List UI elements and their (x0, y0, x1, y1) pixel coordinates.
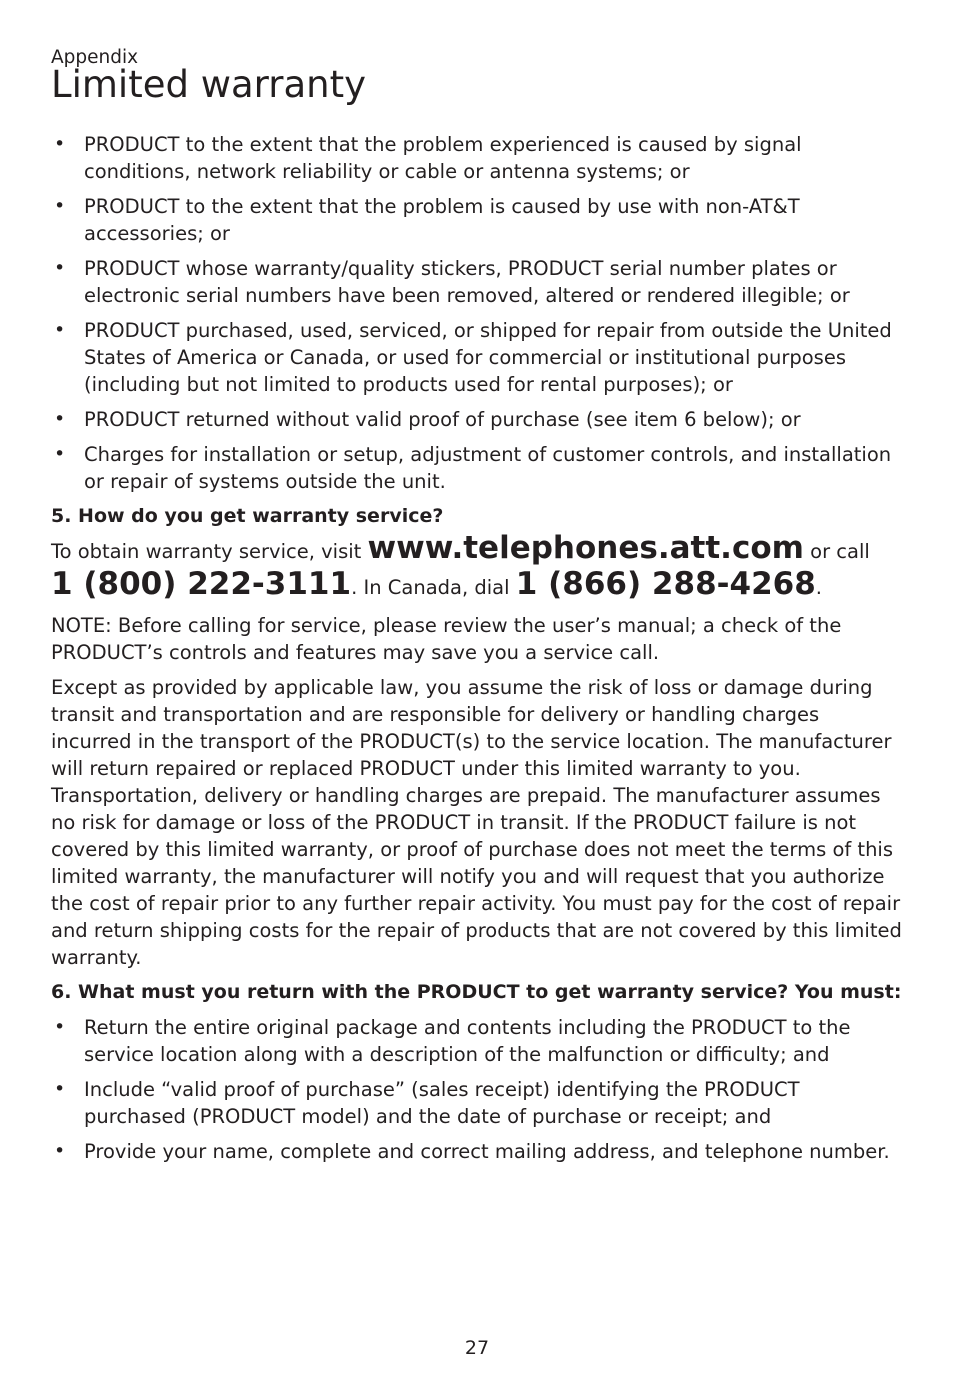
list-item-text: Provide your name, complete and correct mailing address, and telephone number. (84, 1140, 890, 1163)
list-item-text: PRODUCT to the extent that the problem is caused by use with non-AT&T accessories; or (84, 195, 800, 245)
bullet-icon: • (54, 319, 66, 341)
list-item-text: PRODUCT returned without valid proof of purchase (see item 6 below); or (84, 408, 801, 431)
period-text: . (815, 576, 822, 599)
list-item (51, 255, 903, 309)
or-call-text: or call (810, 540, 870, 563)
page-title: Limited warranty (51, 63, 366, 106)
list-item-text: Return the entire original package and contents including the PRODUCT to the service location along with a description of the malfunction or difficulty; and (84, 1016, 851, 1066)
contact-intro-text: To obtain warranty service, visit (51, 540, 362, 563)
list-item-text: PRODUCT whose warranty/quality stickers, PRODUCT serial number plates or electronic serial numbers have been removed, altered or rendered illegible; or (84, 257, 850, 307)
list-item (51, 317, 903, 398)
list-item (51, 1076, 903, 1130)
list-item (51, 441, 903, 495)
list-item (51, 193, 903, 247)
section-label: Appendix (51, 47, 139, 68)
canada-text: . In Canada, dial (351, 576, 510, 599)
bullet-icon: • (54, 257, 66, 279)
list-item (51, 1014, 903, 1068)
bullet-icon: • (54, 1016, 66, 1038)
bullet-icon: • (54, 133, 66, 155)
list-item (51, 406, 903, 433)
contact-info (51, 532, 903, 604)
bullet-icon: • (54, 408, 66, 430)
bullet-icon: • (54, 1140, 66, 1162)
document-body (51, 131, 903, 1165)
bullet-icon: • (54, 443, 66, 465)
list-item (51, 1138, 903, 1165)
section-6-heading: 6. What must you return with the PRODUCT to get warranty service? You must: (51, 981, 902, 1003)
support-url-link[interactable]: www.telephones.att.com (367, 530, 804, 566)
service-note: NOTE: Before calling for service, please review the user’s manual; a check of the PRODUCT’s controls and features may save you a service call. (51, 614, 842, 664)
list-item-text: PRODUCT purchased, used, serviced, or shipped for repair from outside the United States of America or Canada, or used for commercial or institutional purposes (including but not limited to products used for rental purposes); or (84, 319, 892, 396)
section-5-heading: 5. How do you get warranty service? (51, 505, 444, 527)
list-item-text: Include “valid proof of purchase” (sales receipt) identifying the PRODUCT purchased (PRODUCT model) and the date of purchase or receipt; and (84, 1078, 800, 1128)
bullet-icon: • (54, 195, 66, 217)
list-item (51, 131, 903, 185)
list-item-text: PRODUCT to the extent that the problem experienced is caused by signal conditions, network reliability or cable or antenna systems; or (84, 133, 802, 183)
exclusions-list (51, 131, 903, 495)
transport-paragraph: Except as provided by applicable law, you assume the risk of loss or damage during transit and transportation and are responsible for delivery or handling charges incurred in the transport of the PRODUCT(s) to the service location. The manufacturer will return repaired or replaced PRODUCT under this limited warranty to you. Transportation, delivery or handling charges are prepaid. The manufacturer assumes no risk for damage or loss of the PRODUCT in transit. If the PRODUCT failure is not covered by this limited warranty, or proof of purchase does not meet the terms of this limited warranty, the manufacturer will notify you and will request that you authorize the cost of repair prior to any further repair activity. You must pay for the cost of repair and return shipping costs for the repair of products that are not covered by this limited warranty. (51, 676, 902, 969)
requirements-list (51, 1014, 903, 1165)
us-phone-number: 1 (800) 222-3111 (51, 566, 352, 602)
page-content (51, 46, 903, 1173)
canada-phone-number: 1 (866) 288-4268 (515, 566, 816, 602)
page-number: 27 (464, 1337, 490, 1359)
bullet-icon: • (54, 1078, 66, 1100)
list-item-text: Charges for installation or setup, adjustment of customer controls, and installation or repair of systems outside the unit. (84, 443, 892, 493)
